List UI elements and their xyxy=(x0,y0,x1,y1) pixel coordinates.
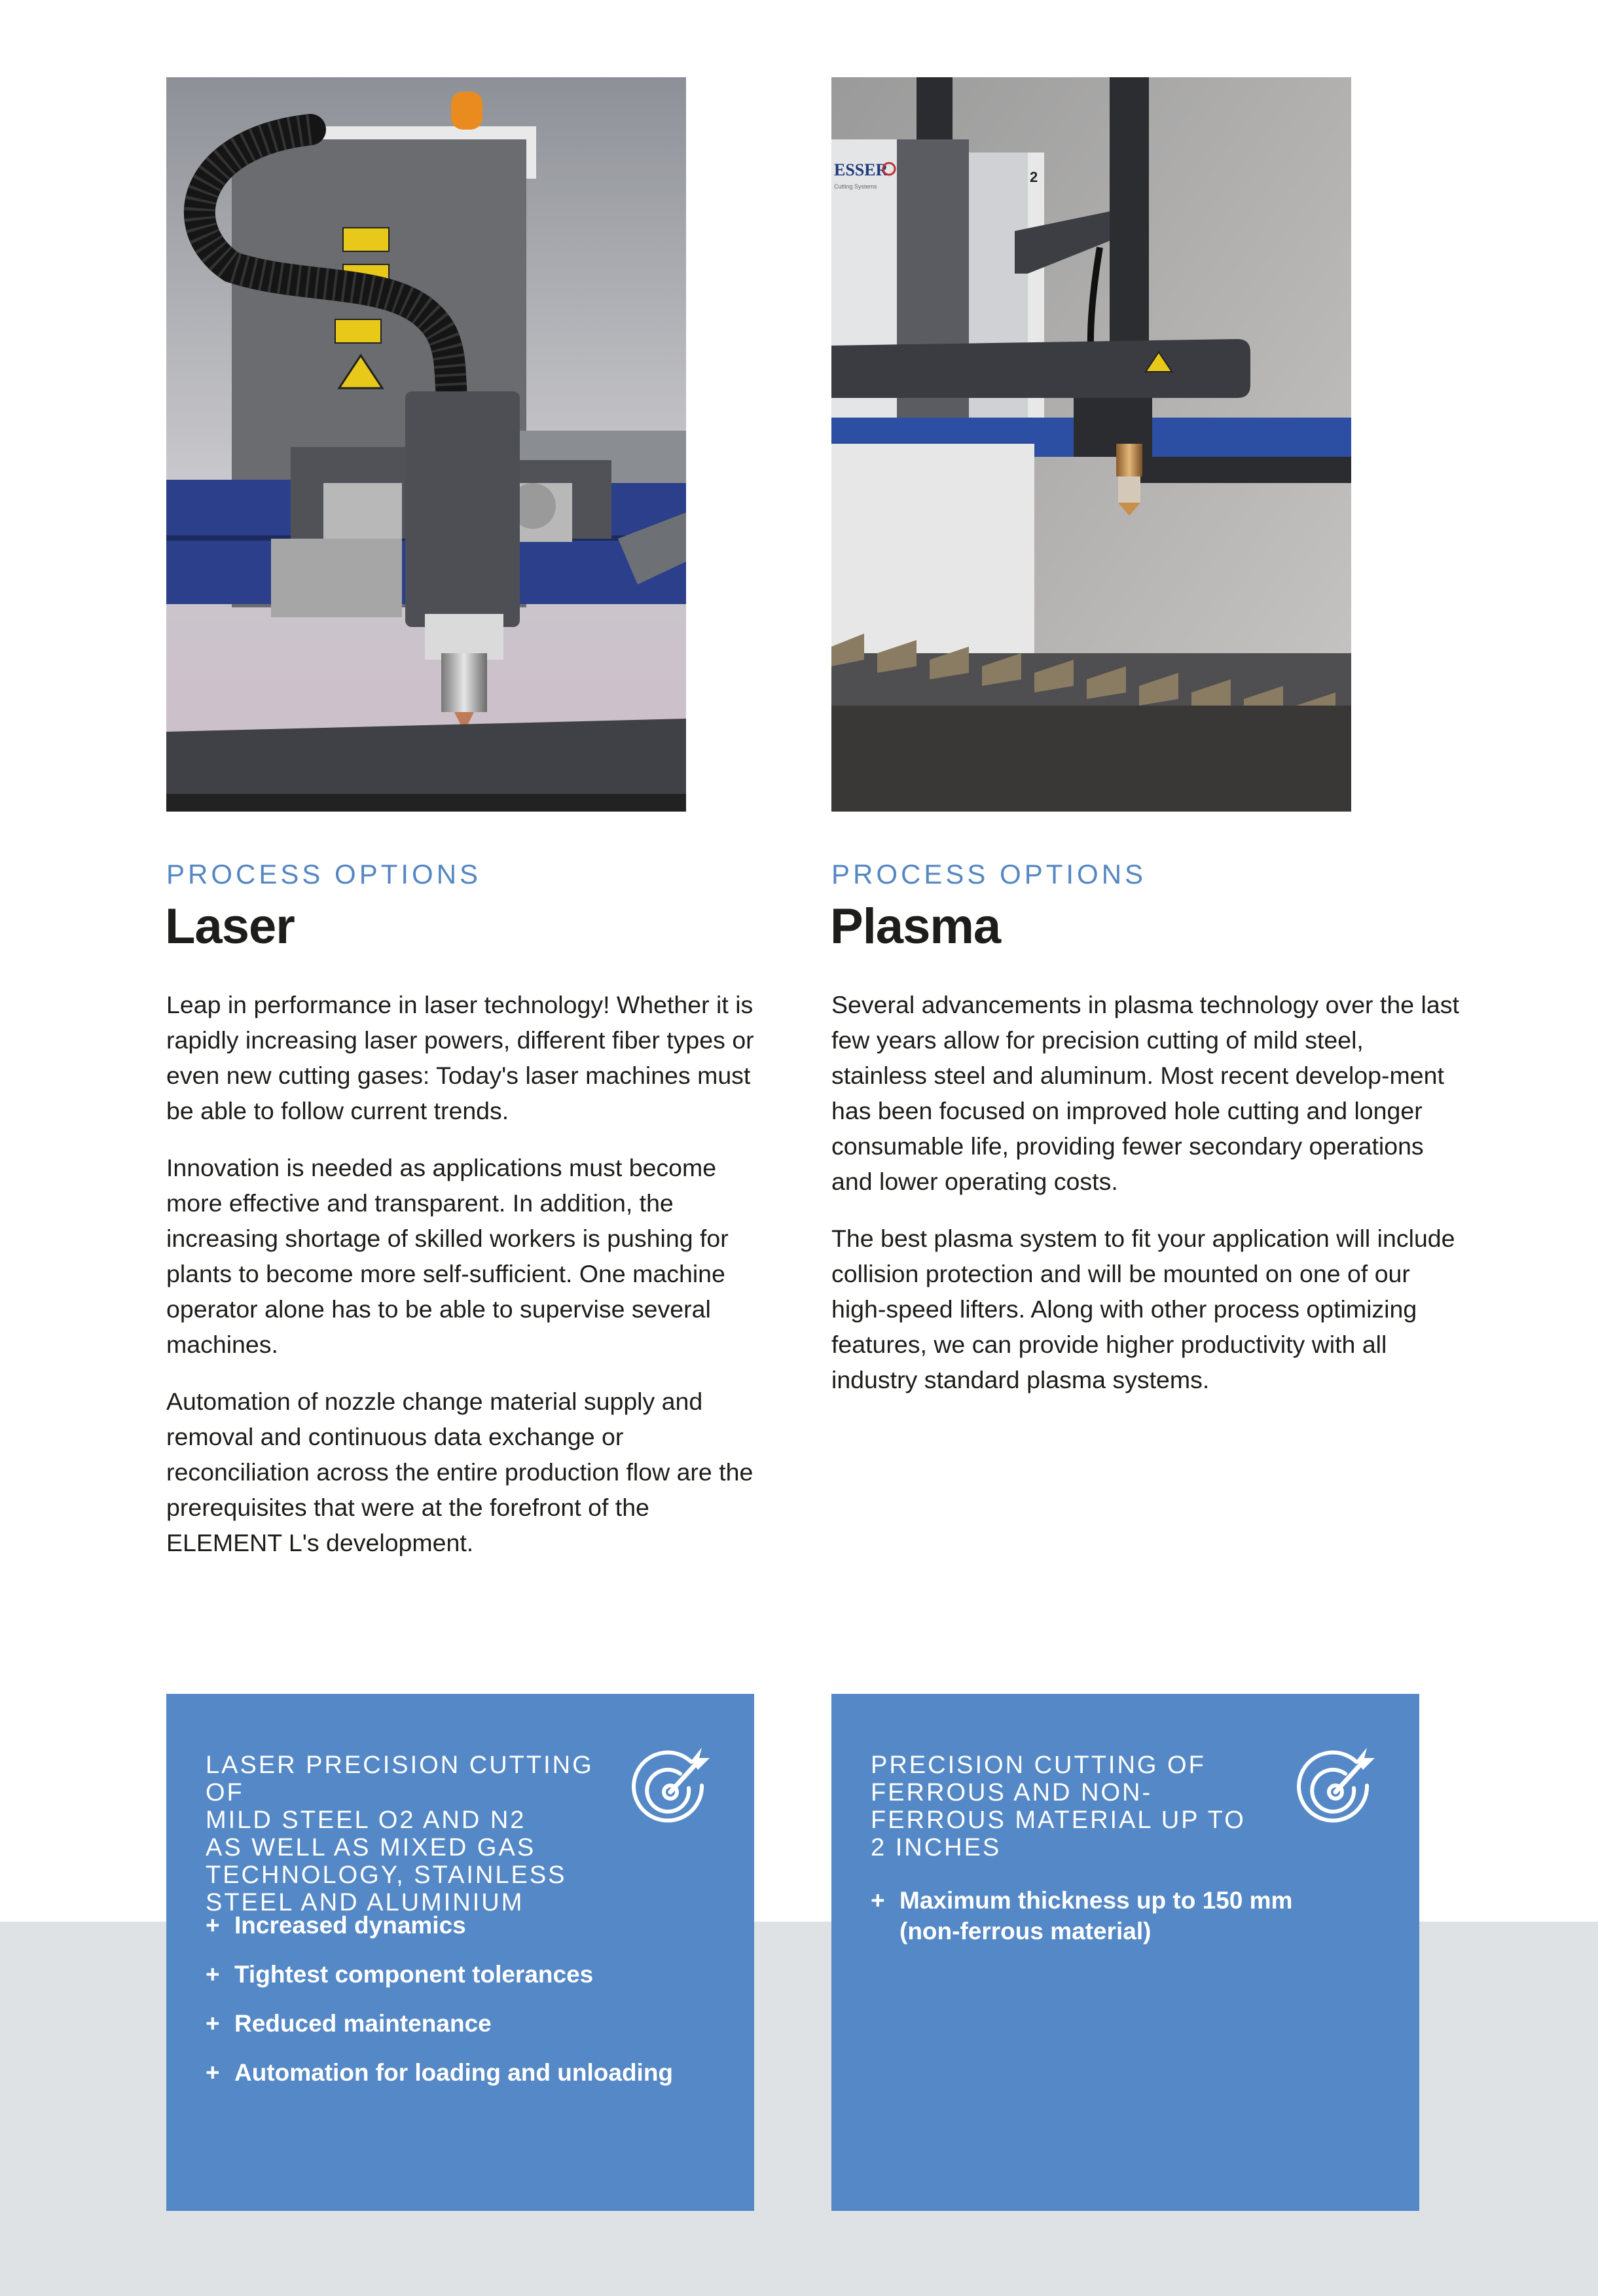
laser-eyebrow: PROCESS OPTIONS xyxy=(166,859,482,889)
heading-line: PRECISION CUTTING OF xyxy=(871,1751,1206,1779)
plasma-paragraph-2: The best plasma system to fit your application will include collision protection and will be mounted on one of our high-speed lifters. Along with other process optimizing features, we can provide higher productivity with all industry standard plasma systems. xyxy=(831,1225,1455,1393)
laser-machine-photo xyxy=(166,77,686,812)
heading-line: STEEL AND ALUMINIUM xyxy=(206,1889,524,1916)
laser-paragraph-3: Automation of nozzle change material supply and removal and continuous data exchange or reconciliation across the entire production flow are the prerequisites that were at the forefront of the ELEMENT L's development. xyxy=(166,1388,754,1556)
plasma-machine-photo xyxy=(831,77,1351,812)
heading-line: AS WELL AS MIXED GAS xyxy=(206,1834,536,1861)
plus-icon: + xyxy=(206,2010,220,2037)
list-item-label: Automation for loading and unloading xyxy=(234,2059,674,2086)
laser-body-text xyxy=(166,987,765,1582)
list-item-label: Increased dynamics xyxy=(234,1912,466,1939)
target-arrow-icon xyxy=(631,1748,710,1826)
list-item-label: Tightest component tolerances xyxy=(234,1961,594,1988)
plasma-eyebrow: PROCESS OPTIONS xyxy=(831,859,1147,889)
plus-icon: + xyxy=(206,1961,220,1988)
laser-feature-heading xyxy=(206,1751,638,1916)
laser-photo-illustration xyxy=(166,77,686,812)
heading-line: MILD STEEL O2 AND N2 xyxy=(206,1806,526,1834)
laser-title: Laser xyxy=(165,899,295,954)
plasma-photo-illustration xyxy=(831,77,1351,812)
plasma-feature-box xyxy=(831,1694,1419,2211)
list-item xyxy=(206,1959,673,1990)
list-item xyxy=(871,1885,1329,1946)
heading-line: 2 INCHES xyxy=(871,1834,1002,1861)
plasma-title: Plasma xyxy=(830,899,1001,954)
target-arrow-icon xyxy=(1296,1748,1375,1826)
plasma-body-text xyxy=(831,987,1460,1419)
heading-line: TECHNOLOGY, STAINLESS xyxy=(206,1861,567,1889)
plasma-paragraph-1: Several advancements in plasma technology over the last few years allow for precision cutting of mild steel, stainless steel and aluminum. Most recent develop-ment has been focused on improved hole cutting and longer consumable life, providing fewer secondary operations and lower operating costs. xyxy=(831,991,1459,1195)
laser-paragraph-2: Innovation is needed as applications must become more effective and transparent. In addition, the increasing shortage of skilled workers is pushing for plants to become more self-sufficient. One machine operator alone has to be able to supervise several machines. xyxy=(166,1154,729,1358)
heading-line: FERROUS AND NON- xyxy=(871,1779,1153,1806)
laser-paragraph-1: Leap in performance in laser technology! Whether it is rapidly increasing laser powers, different fiber types or even new cutting gases: Today's laser machines must be able to follow current trends. xyxy=(166,991,754,1124)
list-item xyxy=(206,1910,673,1941)
esser-logo-text: ESSER xyxy=(834,160,888,179)
plus-icon: + xyxy=(206,1912,220,1939)
heading-line: LASER PRECISION CUTTING OF xyxy=(206,1751,594,1806)
plus-icon: + xyxy=(206,2059,220,2086)
list-item xyxy=(206,2057,673,2088)
list-item-label: Maximum thickness up to 150 mm (non-ferrous material) xyxy=(899,1887,1293,1945)
unit-number-label: 2 xyxy=(1030,169,1038,185)
esser-logo-subtext: Cutting Systems xyxy=(834,183,877,190)
plasma-feature-heading xyxy=(871,1751,1303,1861)
list-item-label: Reduced maintenance xyxy=(234,2010,492,2037)
plasma-feature-list xyxy=(871,1885,1329,1965)
plus-icon: + xyxy=(871,1887,885,1914)
list-item xyxy=(206,2008,673,2039)
heading-line: FERROUS MATERIAL UP TO xyxy=(871,1806,1246,1834)
laser-feature-box xyxy=(166,1694,754,2211)
laser-feature-list xyxy=(206,1910,673,2106)
